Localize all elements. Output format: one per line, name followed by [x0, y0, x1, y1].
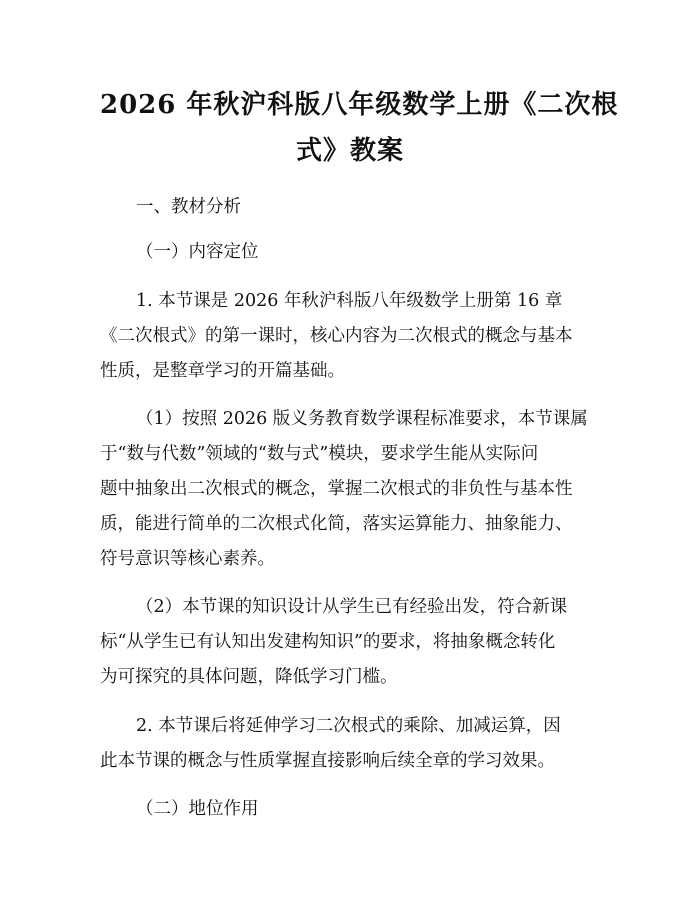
paragraph-2-line-2: 于“数与代数”领域的“数与式”模块，要求学生能从实际问	[100, 444, 539, 464]
paragraph-3-line-3: 为可探究的具体问题，降低学习门槛。	[100, 667, 398, 687]
paragraph-4-line-1: 2. 本节课后将延伸学习二次根式的乘除、加减运算，因	[136, 716, 561, 736]
paragraph-4-line-2: 此本节课的概念与性质掌握直接影响后续全章的学习效果。	[100, 751, 555, 771]
subsection-heading-content-positioning: （一）内容定位	[136, 242, 259, 262]
paragraph-1-line-3: 性质，是整章学习的开篇基础。	[100, 361, 345, 381]
subsection-heading-status-role: （二）地位作用	[136, 799, 259, 819]
document-title-line-1: 2026 年秋沪科版八年级数学上册《二次根	[100, 90, 619, 120]
section-heading-textbook-analysis: 一、教材分析	[136, 197, 241, 217]
paragraph-2-line-4: 质，能进行简单的二次根式化简，落实运算能力、抽象能力、	[100, 514, 573, 534]
paragraph-2-line-1: （1）按照 2026 版义务教育数学课程标准要求，本节课属	[136, 409, 588, 429]
paragraph-3-line-1: （2）本节课的知识设计从学生已有经验出发，符合新课	[136, 597, 568, 617]
paragraph-2-line-3: 题中抽象出二次根式的概念，掌握二次根式的非负性与基本性	[100, 479, 573, 499]
paragraph-3-line-2: 标“从学生已有认知出发建构知识”的要求，将抽象概念转化	[100, 632, 556, 652]
document-title-line-2: 式》教案	[295, 136, 404, 166]
paragraph-1-line-1: 1. 本节课是 2026 年秋沪科版八年级数学上册第 16 章	[136, 291, 563, 311]
paragraph-2-line-5: 符号意识等核心素养。	[100, 549, 275, 569]
paragraph-1-line-2: 《二次根式》的第一课时，核心内容为二次根式的概念与基本	[100, 326, 573, 346]
